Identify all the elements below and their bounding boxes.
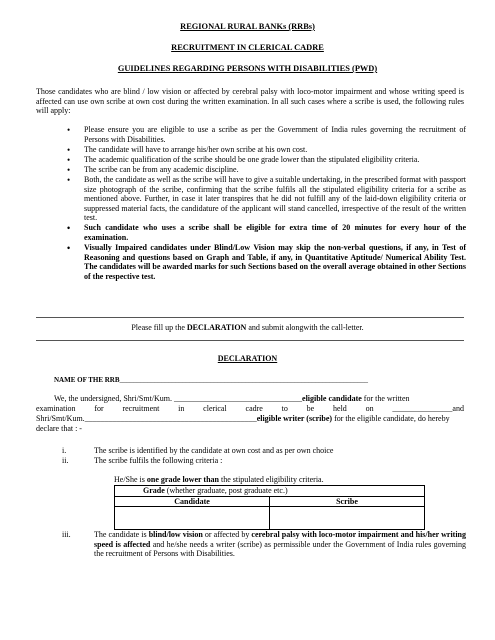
- criteria-table: [114, 485, 425, 530]
- declaration-line-scribe: Shri/Smt/Kum.___________________________________________eligible writer (scribe) for the eligible candidate, do hereby: [36, 414, 450, 423]
- divider-bottom: [36, 340, 464, 341]
- criteria-scribe-cell[interactable]: [270, 507, 425, 530]
- rrb-name-line: NAME OF THE RRB_______________________________________________________________________: [54, 376, 369, 384]
- rule-item-visually-impaired: • Visually Impaired candidates under Blind/Low Vision may skip the non-verbal questions, if any, in Test of Reasoning and questions based on Graph and Table, if any, in Quantitative Aptitude/ Numerical Ability Test. The candidates will be awarded marks for such Sections based on the overall average obtained in other Sections of the respective test.: [84, 243, 466, 281]
- declaration-line-exam: examination for recruitment in clerical cadre to be held on _______________and: [36, 404, 464, 413]
- criteria-col-scribe: Scribe: [270, 496, 425, 507]
- doc-title-rrb: REGIONAL RURAL BANKs (RRBs): [180, 22, 315, 31]
- rule-item: • The scribe can be from any academic discipline.: [84, 165, 466, 175]
- rule-item: • The academic qualification of the scribe should be one grade lower than the stipulated eligibility criteria.: [84, 155, 466, 165]
- declaration-line-declare: declare that : -: [36, 424, 82, 433]
- divider-top: [36, 317, 464, 318]
- document-page: REGIONAL RURAL BANKs (RRBs) RECRUITMENT IN CLERICAL CADRE GUIDELINES REGARDING PERSONS WITH DISABILITIES (PWD) Those candidates who are blind / low vision or affected by cerebral palsy with loco-motor impairment and whose writing speed is affected can use own scribe at own cost during the written examination. In all such cases where a scribe is used, the following rules will apply: • Please ensure you are eligible to use a scribe as per the Government of India rules governing the recruitment of Persons with Disabilities. • The candidate will have to arrange his/her own scribe at his own cost. • The academic qualification of the scribe should be one grade lower than the stipulated eligibility criteria. • The scribe can be from any academic discipline. • Both, the candidate as well as the scribe will have to give a suitable undertaking, in the prescribed format with passport size photograph of the scribe, confirming that the scribe fulfils all the stipulated eligibility criteria for a scribe as mentioned above. Further, in case it later transpires that he did not fulfill any of the laid-down eligibility criteria or suppressed material facts, the candidature of the applicant will stand cancelled, irrespective of the result of the written test. • Such candidate who uses a scribe shall be eligible for extra time of 20 minutes for every hour of the examination. • Visually Impaired candidates under Blind/Low Vision may skip the non-verbal questions, if any, in Test of Reasoning and questions based on Graph and Table, if any, in Quantitative Aptitude/ Numerical Ability Test. The candidates will be awarded marks for such Sections based on the overall average obtained in other Sections of the respective test. Please fill up the DECLARATION and submit alongwith the call-letter. DECLARATION NAME OF THE RRB_______________________________________________________________________ We, the undersigned, Shri/Smt/Kum. ________________________________eligible candidate for the written examination for recruitment in clerical cadre to be held on _______________and Shri/Smt/Kum.___________________________________________eligible writer (scribe) for the eligible candidate, do hereby declare that : - i. The scribe is identified by the candidate at own cost and as per own choice ii. The scribe fulfils the following criteria : He/She is one grade lower than the stipulated eligibility criteria. Grade (whether graduate, post graduate etc.) Candidate Scribe iii. The candidate is blind/low vision or affected by cerebral palsy with loco-motor impairment and his/her writing speed is affected and he/she needs a writer (scribe) as permissible under the Government of India rules governing the recruitment of Persons with Disabilities.: [0, 0, 495, 640]
- fill-instruction: Please fill up the DECLARATION and submit alongwith the call-letter.: [131, 323, 364, 332]
- doc-title-guidelines: GUIDELINES REGARDING PERSONS WITH DISABILITIES (PWD): [117, 64, 378, 73]
- doc-title-recruitment: RECRUITMENT IN CLERICAL CADRE: [171, 43, 324, 52]
- rule-item: • The candidate will have to arrange his/her own scribe at his own cost.: [84, 145, 466, 155]
- rule-item: • Both, the candidate as well as the scribe will have to give a suitable undertaking, in the prescribed format with passport size photograph of the scribe, confirming that the scribe fulfils all the stipulated eligibility criteria for a scribe as mentioned above. Further, in case it later transpires that he did not fulfill any of the laid-down eligibility criteria or suppressed material facts, the candidature of the applicant will stand cancelled, irrespective of the result of the written test.: [84, 175, 466, 223]
- intro-paragraph: Those candidates who are blind / low vision or affected by cerebral palsy with loco-motor impairment and whose writing speed is affected can use own scribe at own cost during the written examination. In all such cases where a scribe is used, the following rules will apply:: [36, 87, 464, 116]
- declaration-line-candidate: We, the undersigned, Shri/Smt/Kum. ________________________________eligible candidate for the written: [54, 394, 410, 403]
- criteria-grade-header: Grade (whether graduate, post graduate etc.): [115, 486, 425, 497]
- declaration-heading: DECLARATION: [217, 354, 278, 363]
- criteria-lead: He/She is one grade lower than the stipulated eligibility criteria.: [114, 475, 324, 484]
- scribe-rules-list: [84, 125, 466, 282]
- rule-item-extra-time: • Such candidate who uses a scribe shall be eligible for extra time of 20 minutes for every hour of the examination.: [84, 223, 466, 242]
- criteria-candidate-cell[interactable]: [115, 507, 270, 530]
- criteria-col-candidate: Candidate: [115, 496, 270, 507]
- rule-item: • Please ensure you are eligible to use a scribe as per the Government of India rules governing the recruitment of Persons with Disabilities.: [84, 125, 466, 144]
